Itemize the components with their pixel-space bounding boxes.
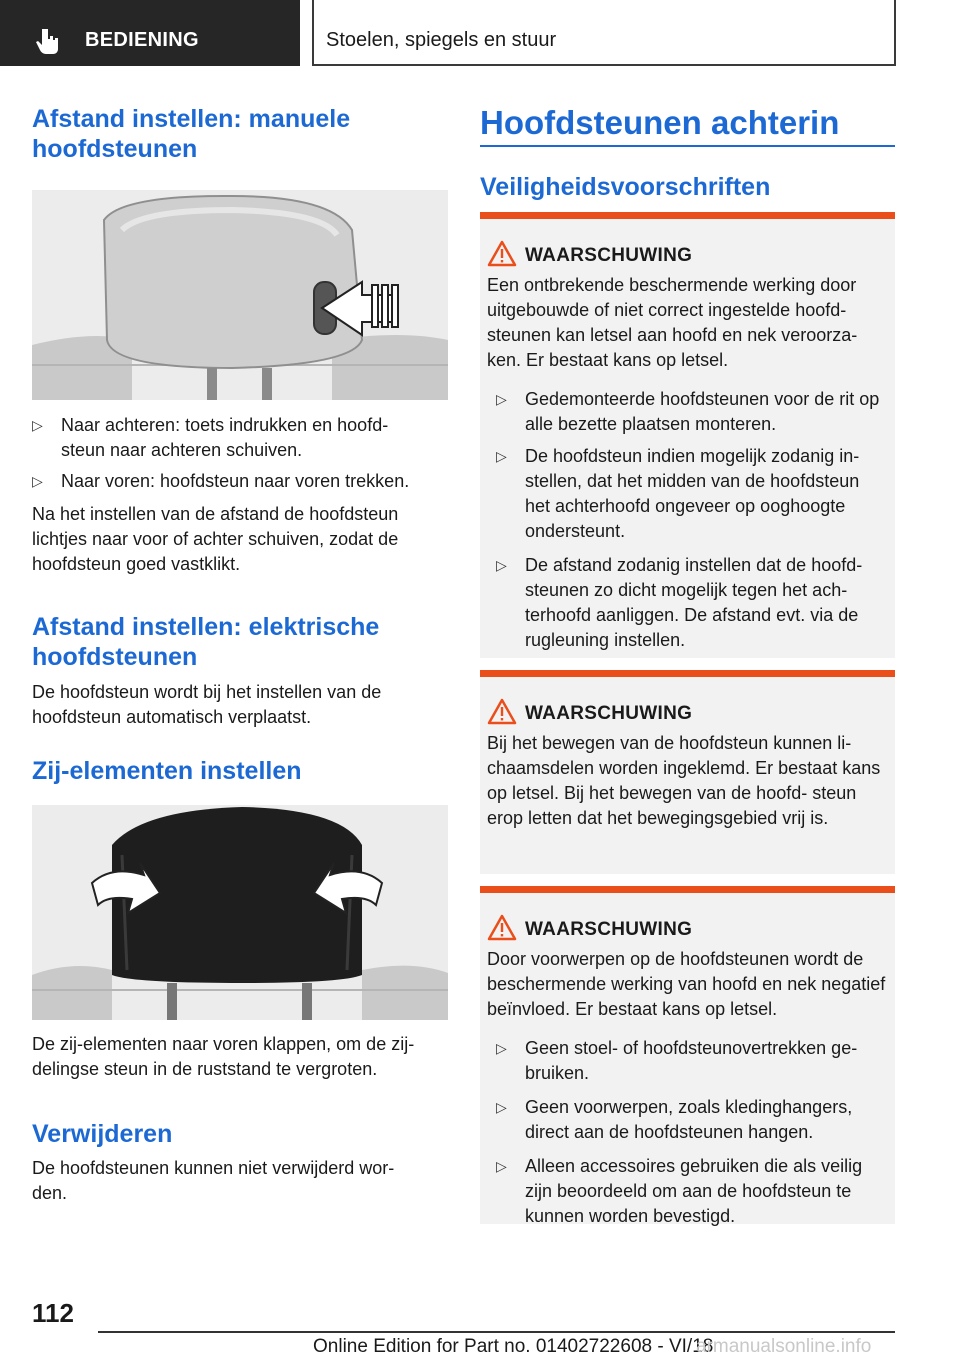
warning-box (480, 670, 895, 874)
heading-rear-headrests: Hoofdsteunen achterin (480, 104, 840, 141)
warning-triangle-icon (487, 240, 517, 267)
warning-title: WAARSCHUWING (525, 703, 693, 724)
triangle-bullet-icon: ▷ (32, 417, 43, 433)
heading-manual-headrests: Afstand instellen: manuele hoofdsteunen (32, 105, 351, 163)
watermark-text: armanualsonline.info (696, 1336, 872, 1357)
side-text: De zij-elementen naar voren klappen, om de zij‐ delingse steun in de ruststand te vergroten. (32, 1034, 415, 1079)
hand-pointer-icon (34, 26, 64, 56)
page-number: 112 (32, 1298, 74, 1328)
edition-footer (313, 1336, 872, 1358)
triangle-bullet-icon: ▷ (496, 557, 507, 573)
triangle-bullet-icon: ▷ (496, 1040, 507, 1056)
triangle-bullet-icon: ▷ (496, 391, 507, 407)
heading-electric-headrests: Afstand instellen: elektrische hoofdsteunen (32, 613, 380, 671)
section-tab[interactable] (0, 0, 300, 66)
section-tab-label: BEDIENING (85, 29, 199, 51)
chapter-title: Stoelen, spiegels en stuur (326, 29, 557, 51)
warning-triangle-icon (487, 698, 517, 725)
chapter-header (312, 0, 896, 66)
heading-remove: Verwijderen (32, 1120, 173, 1148)
triangle-bullet-icon: ▷ (32, 473, 43, 489)
headrest-side-elements-image (32, 805, 448, 1020)
headrest-manual-image (32, 190, 448, 400)
warning-text: Bij het bewegen van de hoofdsteun kunnen li‐ chaamsdelen worden ingeklemd. Er bestaat kans op letsel. Bij het bewegen van de hoofd‐ steun erop letten dat het bewegingsgebied vrij is. (487, 733, 881, 828)
warning-title: WAARSCHUWING (525, 245, 693, 266)
remove-text: De hoofdsteunen kunnen niet verwijderd wor‐ den. (32, 1158, 395, 1203)
warning-text: Door voorwerpen op de hoofdsteunen wordt de beschermende werking van hoofd en nek negatief beïnvloed. Er bestaat kans op letsel. (487, 949, 886, 1019)
warning-title: WAARSCHUWING (525, 919, 693, 940)
heading-safety: Veiligheidsvoorschriften (480, 173, 771, 201)
manual-text: Na het instellen van de afstand de hoofdsteun lichtjes naar voor of achter schuiven, zodat de hoofdsteun goed vastklikt. (32, 504, 399, 574)
heading-rule (480, 145, 895, 147)
footer-rule (98, 1331, 895, 1333)
warning-text: Een ontbrekende beschermende werking door uitgebouwde of niet correct ingestelde hoofd‐ steunen kan letsel aan hoofd en nek veroorza‐ ken. Er bestaat kans op letsel. (487, 275, 858, 370)
edition-text: Online Edition for Part no. 01402722608 - VI/18 (313, 1336, 714, 1357)
triangle-bullet-icon: ▷ (496, 1158, 507, 1174)
triangle-bullet-icon: ▷ (496, 448, 507, 464)
triangle-bullet-icon: ▷ (496, 1099, 507, 1115)
warning-triangle-icon (487, 914, 517, 941)
warning-box: WAARSCHUWING Een ontbrekende beschermende werking door uitgebouwde of niet correct ingestelde hoofd‐ steunen kan letsel aan hoofd en nek veroorza‐ ken. Er bestaat kans op letsel. ▷ Gedemonteerde hoofdsteunen voor de rit op alle bezette plaatsen monteren. ▷ De hoofdsteun indien mogelijk zodanig in‐ stellen, dat het midden van de hoofdsteun het achterhoofd ongeveer op ooghoogte ondersteunt. ▷ De afstand zodanig instellen dat de hoofd‐ steunen zo dicht mogelijk tegen het ach‐ terhoofd aanliggen. De afstand evt. via de rugleuning instellen. (480, 212, 895, 658)
warning-box: WAARSCHUWING Door voorwerpen op de hoofdsteunen wordt de beschermende werking van hoofd en nek negatief beïnvloed. Er bestaat kans op letsel. ▷ Geen stoel- of hoofdsteunovertrekken ge‐ bruiken. ▷ Geen voorwerpen, zoals kledinghangers, direct aan de hoofdsteunen hangen. ▷ Alleen accessoires gebruiken die als veilig zijn beoordeeld om aan de hoofdsteun te kunnen worden bevestigd. (480, 886, 895, 1224)
electric-text: De hoofdsteun wordt bij het instellen van de hoofdsteun automatisch verplaatst. (32, 682, 382, 727)
heading-side-elements: Zij-elementen instellen (32, 757, 302, 785)
